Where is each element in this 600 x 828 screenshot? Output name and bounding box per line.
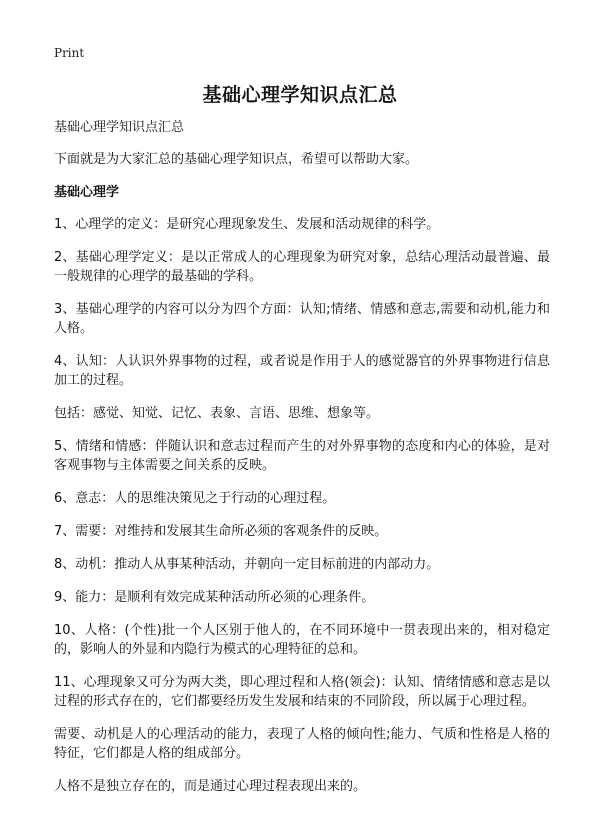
paragraph-1: 1、心理学的定义：是研究心理现象发生、发展和活动规律的科学。 [54, 217, 440, 232]
paragraph-personality: 人格不是独立存在的，而是通过心理过程表现出来的。 [54, 779, 367, 794]
page-title: 基础心理学知识点汇总 [202, 84, 398, 106]
paragraph-7: 7、需要：对维持和发展其生命所必须的客观条件的反映。 [54, 524, 388, 539]
paragraph-10: 10、人格：(个性)批一个人区别于他人的，在不同环境中一贯表现出来的，相对稳定的，影响人的外显和内隐行为模式的心理特征的总和。 [54, 623, 550, 657]
intro-text: 下面就是为大家汇总的基础心理学知识点，希望可以帮助大家。 [54, 152, 419, 167]
paragraph-needs: 需要、动机是人的心理活动的能力，表现了人格的倾向性;能力、气质和性格是人格的特征，它们都是人格的组成部分。 [54, 727, 550, 761]
section-heading: 基础心理学 [54, 185, 120, 200]
print-link[interactable]: Print [54, 46, 85, 60]
paragraph-3: 3、基础心理学的内容可以分为四个方面：认知;情绪、情感和意志,需要和动机,能力和人格。 [54, 302, 550, 336]
paragraph-5: 5、情绪和情感：伴随认识和意志过程而产生的对外界事物的态度和内心的体验，是对客观事物与主体需要之间关系的反映。 [54, 439, 550, 473]
paragraph-11: 11、心理现象又可分为两大类，即心理过程和人格(领会)：认知、情绪情感和意志是以过程的形式存在的，它们都要经历发生发展和结束的不同阶段，所以属于心理过程。 [54, 675, 550, 709]
paragraph-4: 4、认知：人认识外界事物的过程，或者说是作用于人的感觉器官的外界事物进行信息加工的过程。 [54, 354, 550, 388]
paragraph-includes: 包括：感觉、知觉、记忆、表象、言语、思维、想象等。 [54, 406, 380, 421]
article-body [54, 118, 550, 810]
paragraph-9: 9、能力：是顺利有效完成某种活动所必须的心理条件。 [54, 590, 375, 605]
paragraph-6: 6、意志：人的思维决策见之于行动的心理过程。 [54, 491, 336, 506]
intro-heading: 基础心理学知识点汇总 [54, 120, 185, 135]
paragraph-8: 8、动机：推动人从事某种活动，并朝向一定目标前进的内部动力。 [54, 557, 440, 572]
paragraph-2: 2、基础心理学定义：是以正常成人的心理现象为研究对象，总结心理活动最普遍、最一般规律的心理学的最基础的学科。 [54, 250, 550, 284]
